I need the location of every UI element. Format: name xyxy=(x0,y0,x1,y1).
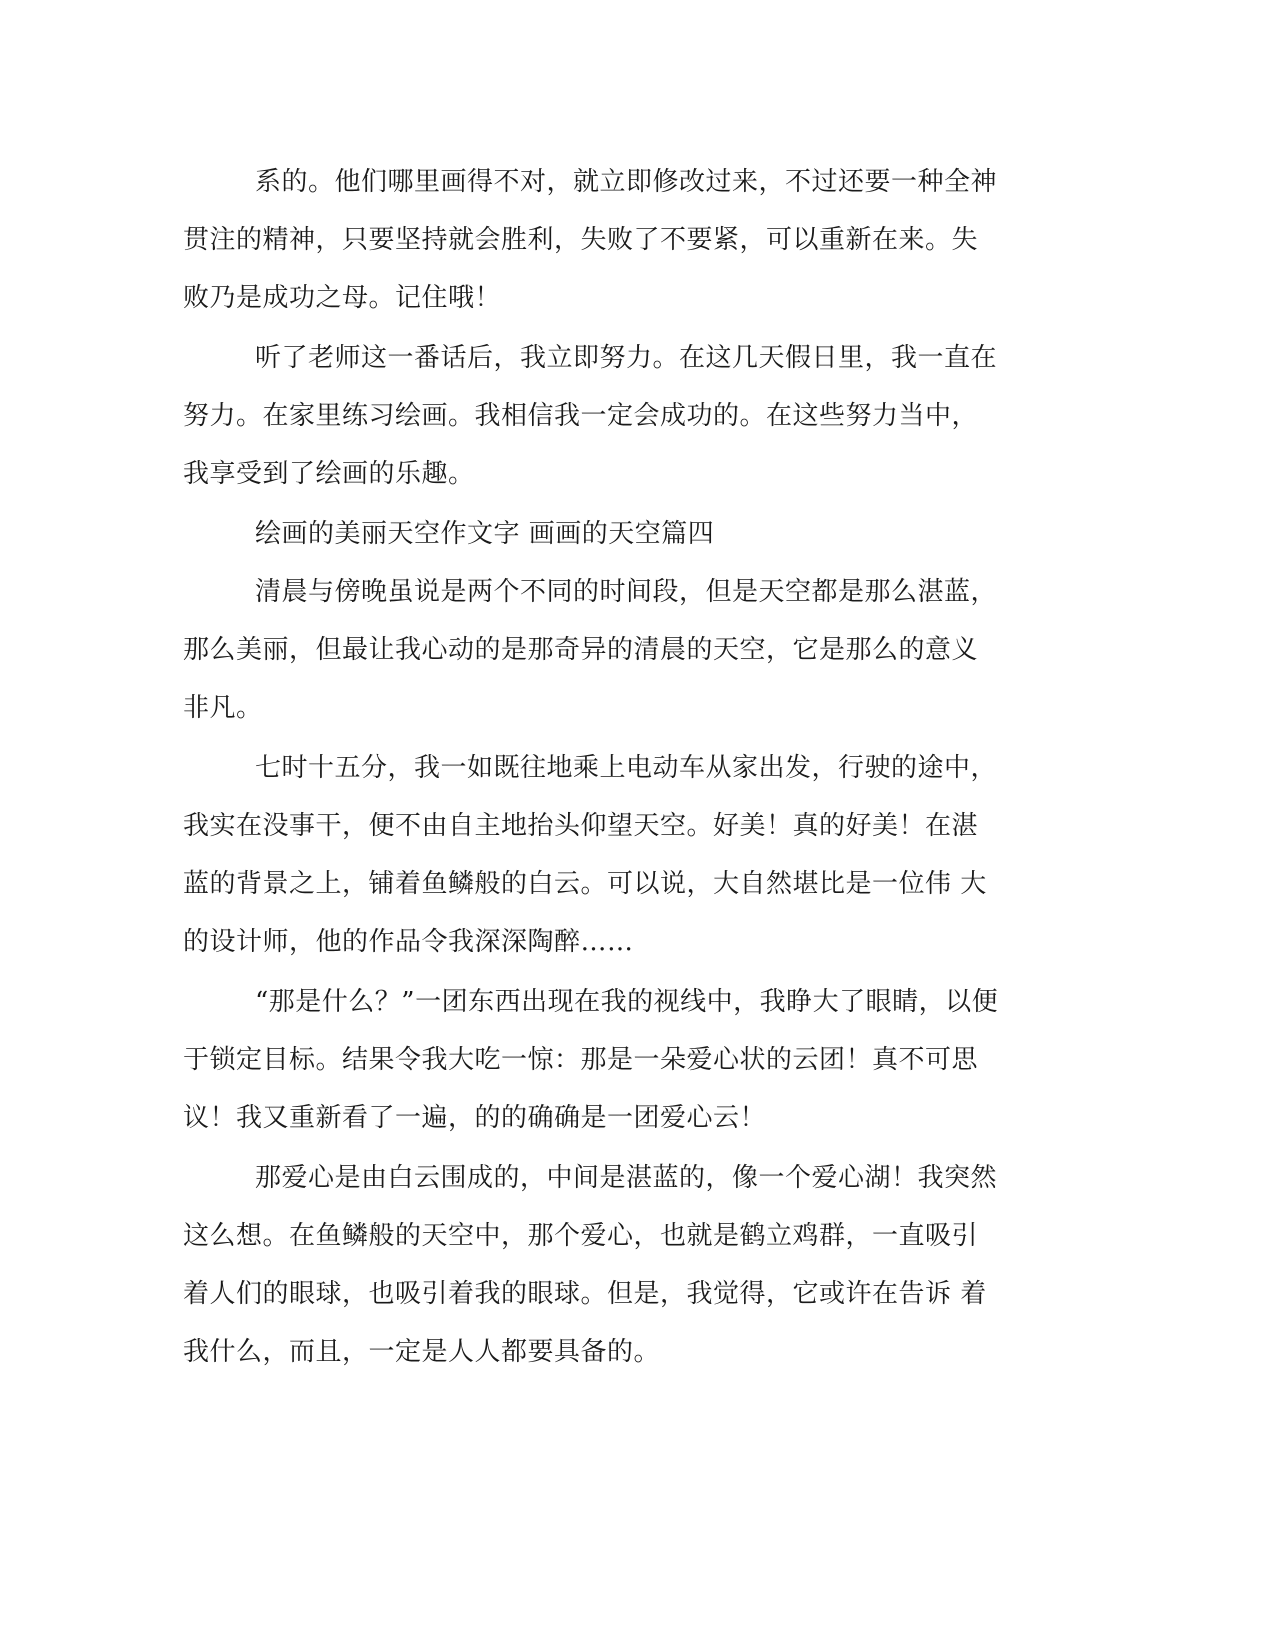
text-line: 的设计师，他的作品令我深深陶醉…… xyxy=(183,927,634,957)
text-line: 清晨与傍晚虽说是两个不同的时间段，但是天空都是那么湛蓝， xyxy=(255,577,998,607)
text-line: 这么想。在鱼鳞般的天空中，那个爱心，也就是鹤立鸡群，一直吸引 xyxy=(183,1221,979,1251)
text-line: 贯注的精神，只要坚持就会胜利，失败了不要紧，可以重新在来。失 xyxy=(183,225,979,255)
text-line: 于锁定目标。结果令我大吃一惊：那是一朵爱心状的云团！真不可思 xyxy=(183,1045,979,1075)
text-line: 那么美丽，但最让我心动的是那奇异的清晨的天空，它是那么的意义 xyxy=(183,635,979,665)
text-line: 蓝的背景之上，铺着鱼鳞般的白云。可以说，大自然堪比是一位伟 大 xyxy=(183,869,987,899)
text-line: “那是什么？”一团东西出现在我的视线中，我睁大了眼睛，以便 xyxy=(255,987,999,1017)
text-line: 我享受到了绘画的乐趣。 xyxy=(183,459,475,489)
text-line: 听了老师这一番话后，我立即努力。在这几天假日里，我一直在 xyxy=(255,343,998,373)
text-line: 非凡。 xyxy=(183,693,263,723)
text-line: 七时十五分，我一如既往地乘上电动车从家出发，行驶的途中， xyxy=(255,753,998,783)
text-line: 努力。在家里练习绘画。我相信我一定会成功的。在这些努力当中， xyxy=(183,401,979,431)
text-line: 那爱心是由白云围成的，中间是湛蓝的，像一个爱心湖！我突然 xyxy=(255,1163,998,1193)
text-line: 议！我又重新看了一遍，的的确确是一团爱心云！ xyxy=(183,1103,767,1133)
text-line: 着人们的眼球，也吸引着我的眼球。但是，我觉得，它或许在告诉 着 xyxy=(183,1279,987,1309)
text-line: 系的。他们哪里画得不对，就立即修改过来，不过还要一种全神 xyxy=(255,167,998,197)
section-heading: 绘画的美丽天空作文字 画画的天空篇四 xyxy=(255,519,715,549)
text-line: 我什么，而且，一定是人人都要具备的。 xyxy=(183,1337,661,1367)
text-line: 我实在没事干，便不由自主地抬头仰望天空。好美！真的好美！在湛 xyxy=(183,811,979,841)
text-line: 败乃是成功之母。记住哦！ xyxy=(183,283,502,313)
